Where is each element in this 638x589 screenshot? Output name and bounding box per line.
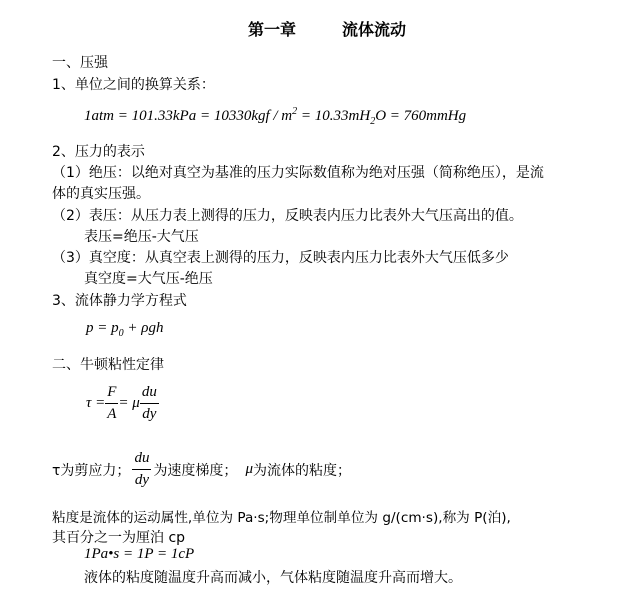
absolute-pressure-line1: （1）绝压：以绝对真空为基准的压力实际数值称为绝对压强（简称绝压），是流 [52, 165, 544, 181]
equation-centipoise: 1Pa•s = 1P = 1cP [84, 546, 195, 562]
viscosity-paragraph-line2: 其百分之一为厘泊 cp [52, 530, 186, 546]
gauge-pressure: （2）表压：从压力表上测得的压力，反映表内压力比表外大气压高出的值。 [52, 208, 523, 224]
item-pressure-representation: 2、压力的表示 [52, 144, 145, 160]
def-viscosity: 为流体的粘度； [252, 462, 351, 479]
chapter-name: 流体流动 [342, 20, 407, 39]
chapter-number: 第一章 [248, 20, 297, 39]
fraction-du-dy: $\frac{du}{dy}$ [141, 384, 157, 422]
item-hydrostatic-equation: 3、流体静力学方程式 [52, 293, 187, 309]
vacuum-degree: （3）真空度：从真空表上测得的压力，反映表内压力比表外大气压低多少 [52, 250, 509, 266]
def-velocity-gradient: 为速度梯度； [153, 462, 238, 479]
equation-newton-viscosity: τ = $\frac{F}{A}$ = μ $\frac{du}{dy}$ [86, 384, 157, 422]
item-unit-conversion: 1、单位之间的换算关系： [52, 77, 215, 93]
def-shear-stress: τ为剪应力； [52, 462, 131, 479]
fraction-velocity-gradient: $\frac{du}{dy}$ [134, 450, 150, 488]
viscosity-paragraph-line1: 粘度是流体的运动属性,单位为 Pa·s;物理单位制单位为 g/(cm·s),称为 P(泊), [52, 510, 511, 526]
symbol-mu: μ [245, 461, 253, 477]
equation-hydrostatic: $p = p_0 + \rho gh$ [86, 320, 164, 339]
chapter-title [248, 17, 406, 40]
fraction-f-over-a: $\frac{F}{A}$ [107, 384, 117, 422]
vacuum-degree-formula: 真空度=大气压-绝压 [84, 271, 213, 287]
symbol-definitions [52, 451, 351, 488]
section-heading-newton: 二、牛顿粘性定律 [52, 357, 164, 373]
gauge-pressure-formula: 表压=绝压-大气压 [84, 229, 199, 245]
equation-unit-conversion: $1atm = 101.33kPa = 10330kgf / m^2 = 10.33mH_2O$ = 760mmHg [84, 106, 467, 127]
viscosity-temperature-note: 液体的粘度随温度升高而减小，气体粘度随温度升高而增大。 [84, 570, 462, 586]
absolute-pressure-line2: 体的真实压强。 [52, 186, 150, 202]
section-heading-pressure: 一、压强 [52, 55, 108, 71]
